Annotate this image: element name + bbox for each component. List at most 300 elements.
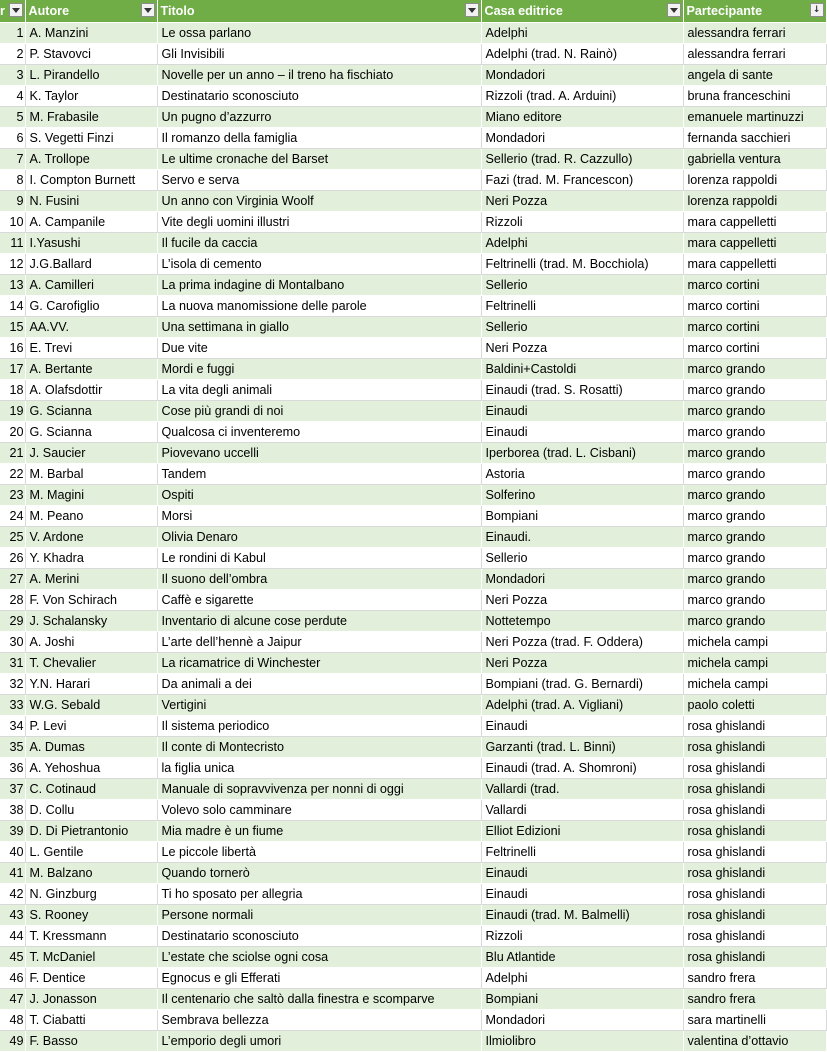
casa-editrice-cell[interactable]: Einaudi (trad. S. Rosatti) [481,380,683,401]
table-row [0,905,826,926]
chevron-down-icon [468,8,476,13]
casa-editrice-cell[interactable]: Einaudi [481,422,683,443]
titolo-cell[interactable]: Le ultime cronache del Barset [157,149,481,170]
row-number-cell[interactable]: 17 [0,359,25,380]
autore-cell[interactable]: J.G.Ballard [25,254,157,275]
table-row [0,212,826,233]
titolo-cell[interactable]: Sembrava bellezza [157,1010,481,1031]
titolo-cell[interactable]: Inventario di alcune cose perdute [157,611,481,632]
table-row [0,107,826,128]
partecipante-cell[interactable]: sandro frera [683,989,826,1010]
table-row [0,737,826,758]
casa-editrice-cell[interactable]: Sellerio [481,317,683,338]
titolo-cell[interactable]: Persone normali [157,905,481,926]
casa-editrice-cell[interactable]: Neri Pozza [481,338,683,359]
casa-editrice-cell[interactable]: Solferino [481,485,683,506]
casa-editrice-cell[interactable]: Sellerio (trad. R. Cazzullo) [481,149,683,170]
casa-editrice-cell[interactable]: Mondadori [481,569,683,590]
titolo-cell[interactable]: Destinatario sconosciuto [157,926,481,947]
autore-cell[interactable]: N. Fusini [25,191,157,212]
casa-editrice-cell[interactable]: Adelphi [481,968,683,989]
autore-cell[interactable]: A. Joshi [25,632,157,653]
table-row [0,590,826,611]
header-row [0,0,826,23]
casa-editrice-cell[interactable]: Neri Pozza [481,191,683,212]
row-number-cell[interactable]: 40 [0,842,25,863]
row-number-cell[interactable]: 35 [0,737,25,758]
header-autore [25,0,157,23]
partecipante-cell[interactable]: rosa ghislandi [683,926,826,947]
row-number-cell[interactable]: 31 [0,653,25,674]
autore-cell[interactable]: E. Trevi [25,338,157,359]
titolo-cell[interactable]: Le piccole libertà [157,842,481,863]
table-row [0,842,826,863]
partecipante-cell[interactable]: marco grando [683,527,826,548]
casa-editrice-cell[interactable]: Feltrinelli (trad. M. Bocchiola) [481,254,683,275]
casa-editrice-cell[interactable]: Einaudi [481,716,683,737]
row-number-cell[interactable]: 46 [0,968,25,989]
partecipante-cell[interactable]: bruna franceschini [683,86,826,107]
header-partecipante [683,0,826,23]
partecipante-cell[interactable]: gabriella ventura [683,149,826,170]
casa-editrice-cell[interactable]: Astoria [481,464,683,485]
partecipante-cell[interactable]: marco grando [683,401,826,422]
titolo-cell[interactable]: Vite degli uomini illustri [157,212,481,233]
row-number-cell[interactable]: 4 [0,86,25,107]
table-row [0,170,826,191]
filter-titolo-button[interactable] [465,3,479,17]
autore-cell[interactable]: AA.VV. [25,317,157,338]
titolo-cell[interactable]: Mia madre è un fiume [157,821,481,842]
casa-editrice-cell[interactable]: Rizzoli (trad. A. Arduini) [481,86,683,107]
titolo-cell[interactable]: Qualcosa ci inventeremo [157,422,481,443]
autore-cell[interactable]: G. Scianna [25,401,157,422]
casa-editrice-cell[interactable]: Vallardi [481,800,683,821]
partecipante-cell[interactable]: marco grando [683,485,826,506]
titolo-cell[interactable]: Caffè e sigarette [157,590,481,611]
autore-cell[interactable]: L. Gentile [25,842,157,863]
titolo-cell[interactable]: La prima indagine di Montalbano [157,275,481,296]
partecipante-cell[interactable]: lorenza rappoldi [683,170,826,191]
casa-editrice-cell[interactable]: Vallardi (trad. [481,779,683,800]
partecipante-cell[interactable]: michela campi [683,653,826,674]
titolo-cell[interactable]: Piovevano uccelli [157,443,481,464]
titolo-cell[interactable]: Il centenario che saltò dalla finestra e scomparve [157,989,481,1010]
partecipante-cell[interactable]: rosa ghislandi [683,821,826,842]
partecipante-cell[interactable]: rosa ghislandi [683,863,826,884]
autore-cell[interactable]: A. Trollope [25,149,157,170]
table-row [0,65,826,86]
autore-cell[interactable]: T. Ciabatti [25,1010,157,1031]
casa-editrice-cell[interactable]: Sellerio [481,275,683,296]
titolo-cell[interactable]: Il sistema periodico [157,716,481,737]
row-number-cell[interactable]: 48 [0,1010,25,1031]
titolo-cell[interactable]: Ospiti [157,485,481,506]
row-number-cell[interactable]: 10 [0,212,25,233]
partecipante-cell[interactable]: marco grando [683,359,826,380]
row-number-cell[interactable]: 33 [0,695,25,716]
titolo-cell[interactable]: Gli Invisibili [157,44,481,65]
table-row [0,149,826,170]
autore-cell[interactable]: D. Collu [25,800,157,821]
casa-editrice-cell[interactable]: Elliot Edizioni [481,821,683,842]
partecipante-cell[interactable]: marco grando [683,569,826,590]
table-row [0,443,826,464]
autore-cell[interactable]: N. Ginzburg [25,884,157,905]
partecipante-cell[interactable]: michela campi [683,632,826,653]
partecipante-cell[interactable]: marco cortini [683,296,826,317]
row-number-cell[interactable]: 15 [0,317,25,338]
titolo-cell[interactable]: Morsi [157,506,481,527]
titolo-cell[interactable]: Un anno con Virginia Woolf [157,191,481,212]
casa-editrice-cell[interactable]: Einaudi [481,863,683,884]
titolo-cell[interactable]: Una settimana in giallo [157,317,481,338]
casa-editrice-cell[interactable]: Iperborea (trad. L. Cisbani) [481,443,683,464]
row-number-cell[interactable]: 3 [0,65,25,86]
autore-cell[interactable]: T. Kressmann [25,926,157,947]
titolo-cell[interactable]: Da animali a dei [157,674,481,695]
autore-cell[interactable]: I.Yasushi [25,233,157,254]
autore-cell[interactable]: G. Carofiglio [25,296,157,317]
row-number-cell[interactable]: 39 [0,821,25,842]
autore-cell[interactable]: A. Manzini [25,23,157,44]
filter-partecipante-button[interactable] [810,3,824,17]
partecipante-cell[interactable]: marco grando [683,611,826,632]
autore-cell[interactable]: M. Balzano [25,863,157,884]
titolo-cell[interactable]: Tandem [157,464,481,485]
partecipante-cell[interactable]: marco cortini [683,338,826,359]
autore-cell[interactable]: F. Basso [25,1031,157,1052]
partecipante-cell[interactable]: marco grando [683,590,826,611]
row-number-cell[interactable]: 9 [0,191,25,212]
table-row [0,758,826,779]
autore-cell[interactable]: Y. Khadra [25,548,157,569]
partecipante-cell[interactable]: rosa ghislandi [683,842,826,863]
casa-editrice-cell[interactable]: Feltrinelli [481,296,683,317]
partecipante-cell[interactable]: mara cappelletti [683,254,826,275]
table-row [0,821,826,842]
table-row [0,1031,826,1052]
titolo-cell[interactable]: L’isola di cemento [157,254,481,275]
partecipante-cell[interactable]: marco grando [683,380,826,401]
row-number-cell[interactable]: 18 [0,380,25,401]
row-number-cell[interactable]: 29 [0,611,25,632]
partecipante-cell[interactable]: rosa ghislandi [683,758,826,779]
header-partecipante-label: Partecipante [686,4,763,18]
table-row [0,779,826,800]
partecipante-cell[interactable]: michela campi [683,674,826,695]
row-number-cell[interactable]: 42 [0,884,25,905]
casa-editrice-cell[interactable]: Nottetempo [481,611,683,632]
autore-cell[interactable]: A. Camilleri [25,275,157,296]
table-row [0,128,826,149]
titolo-cell[interactable]: Destinatario sconosciuto [157,86,481,107]
row-number-cell[interactable]: 16 [0,338,25,359]
titolo-cell[interactable]: Il conte di Montecristo [157,737,481,758]
titolo-cell[interactable]: La vita degli animali [157,380,481,401]
row-number-cell[interactable]: 12 [0,254,25,275]
autore-cell[interactable]: J. Jonasson [25,989,157,1010]
table-row [0,422,826,443]
casa-editrice-cell[interactable]: Mondadori [481,65,683,86]
table-row [0,380,826,401]
row-number-cell[interactable]: 1 [0,23,25,44]
autore-cell[interactable]: M. Frabasile [25,107,157,128]
titolo-cell[interactable]: Le ossa parlano [157,23,481,44]
autore-cell[interactable]: L. Pirandello [25,65,157,86]
casa-editrice-cell[interactable]: Bompiani [481,506,683,527]
titolo-cell[interactable]: Due vite [157,338,481,359]
casa-editrice-cell[interactable]: Baldini+Castoldi [481,359,683,380]
row-number-cell[interactable]: 38 [0,800,25,821]
partecipante-cell[interactable]: alessandra ferrari [683,23,826,44]
autore-cell[interactable]: P. Levi [25,716,157,737]
autore-cell[interactable]: S. Vegetti Finzi [25,128,157,149]
casa-editrice-cell[interactable]: Adelphi (trad. N. Rainò) [481,44,683,65]
filter-number-button[interactable] [9,3,23,17]
casa-editrice-cell[interactable]: Mondadori [481,1010,683,1031]
partecipante-cell[interactable]: sandro frera [683,968,826,989]
row-number-cell[interactable]: 34 [0,716,25,737]
titolo-cell[interactable]: La ricamatrice di Winchester [157,653,481,674]
casa-editrice-cell[interactable]: Feltrinelli [481,842,683,863]
titolo-cell[interactable]: Volevo solo camminare [157,800,481,821]
row-number-cell[interactable]: 21 [0,443,25,464]
casa-editrice-cell[interactable]: Mondadori [481,128,683,149]
partecipante-cell[interactable]: rosa ghislandi [683,779,826,800]
casa-editrice-cell[interactable]: Neri Pozza [481,653,683,674]
table-row [0,695,826,716]
table-row [0,611,826,632]
table-row [0,716,826,737]
casa-editrice-cell[interactable]: Sellerio [481,548,683,569]
autore-cell[interactable]: K. Taylor [25,86,157,107]
casa-editrice-cell[interactable]: Rizzoli [481,926,683,947]
casa-editrice-cell[interactable]: Garzanti (trad. L. Binni) [481,737,683,758]
titolo-cell[interactable]: L’arte dell’hennè a Jaipur [157,632,481,653]
table-row [0,23,826,44]
autore-cell[interactable]: V. Ardone [25,527,157,548]
autore-cell[interactable]: M. Peano [25,506,157,527]
partecipante-cell[interactable]: marco grando [683,443,826,464]
row-number-cell[interactable]: 5 [0,107,25,128]
autore-cell[interactable]: A. Bertante [25,359,157,380]
row-number-cell[interactable]: 28 [0,590,25,611]
row-number-cell[interactable]: 19 [0,401,25,422]
titolo-cell[interactable]: Le rondini di Kabul [157,548,481,569]
row-number-cell[interactable]: 25 [0,527,25,548]
table-row [0,548,826,569]
table-row [0,254,826,275]
titolo-cell[interactable]: La nuova manomissione delle parole [157,296,481,317]
titolo-cell[interactable]: Olivia Denaro [157,527,481,548]
table-row [0,632,826,653]
casa-editrice-cell[interactable]: Einaudi (trad. A. Shomroni) [481,758,683,779]
partecipante-cell[interactable]: rosa ghislandi [683,947,826,968]
autore-cell[interactable]: A. Dumas [25,737,157,758]
titolo-cell[interactable]: Mordi e fuggi [157,359,481,380]
partecipante-cell[interactable]: marco cortini [683,317,826,338]
partecipante-cell[interactable]: alessandra ferrari [683,44,826,65]
autore-cell[interactable]: I. Compton Burnett [25,170,157,191]
autore-cell[interactable]: S. Rooney [25,905,157,926]
chevron-down-icon [144,8,152,13]
casa-editrice-cell[interactable]: Miano editore [481,107,683,128]
row-number-cell[interactable]: 20 [0,422,25,443]
titolo-cell[interactable]: L’emporio degli umori [157,1031,481,1052]
partecipante-cell[interactable]: mara cappelletti [683,233,826,254]
table-row [0,947,826,968]
autore-cell[interactable]: A. Campanile [25,212,157,233]
partecipante-cell[interactable]: sara martinelli [683,1010,826,1031]
table-row [0,884,826,905]
partecipante-cell[interactable]: marco grando [683,548,826,569]
casa-editrice-cell[interactable]: Fazi (trad. M. Francescon) [481,170,683,191]
table-row [0,926,826,947]
header-casa-editrice [481,0,683,23]
autore-cell[interactable]: W.G. Sebald [25,695,157,716]
titolo-cell[interactable]: Un pugno d’azzurro [157,107,481,128]
row-number-cell[interactable]: 6 [0,128,25,149]
row-number-cell[interactable]: 14 [0,296,25,317]
row-number-cell[interactable]: 30 [0,632,25,653]
table-row [0,989,826,1010]
partecipante-cell[interactable]: emanuele martinuzzi [683,107,826,128]
titolo-cell[interactable]: Vertigini [157,695,481,716]
autore-cell[interactable]: J. Schalansky [25,611,157,632]
casa-editrice-cell[interactable]: Neri Pozza [481,590,683,611]
casa-editrice-cell[interactable]: Bompiani (trad. G. Bernardi) [481,674,683,695]
casa-editrice-cell[interactable]: Ilmiolibro [481,1031,683,1052]
autore-cell[interactable]: P. Stavovci [25,44,157,65]
header-titolo-label: Titolo [160,4,195,18]
row-number-cell[interactable]: 2 [0,44,25,65]
row-number-cell[interactable]: 41 [0,863,25,884]
autore-cell[interactable]: F. Dentice [25,968,157,989]
autore-cell[interactable]: G. Scianna [25,422,157,443]
casa-editrice-cell[interactable]: Einaudi. [481,527,683,548]
partecipante-cell[interactable]: rosa ghislandi [683,737,826,758]
row-number-cell[interactable]: 22 [0,464,25,485]
autore-cell[interactable]: A. Yehoshua [25,758,157,779]
casa-editrice-cell[interactable]: Neri Pozza (trad. F. Oddera) [481,632,683,653]
casa-editrice-cell[interactable]: Blu Atlantide [481,947,683,968]
partecipante-cell[interactable]: rosa ghislandi [683,884,826,905]
header-casa-editrice-label: Casa editrice [484,4,563,18]
autore-cell[interactable]: D. Di Pietrantonio [25,821,157,842]
partecipante-cell[interactable]: marco cortini [683,275,826,296]
casa-editrice-cell[interactable]: Adelphi [481,233,683,254]
table-row [0,569,826,590]
titolo-cell[interactable]: L’estate che sciolse ogni cosa [157,947,481,968]
partecipante-cell[interactable]: lorenza rappoldi [683,191,826,212]
titolo-cell[interactable]: Novelle per un anno – il treno ha fischiato [157,65,481,86]
autore-cell[interactable]: A. Merini [25,569,157,590]
table-row [0,191,826,212]
sort-ascending-icon: ↓ [812,4,821,15]
row-number-cell[interactable]: 27 [0,569,25,590]
row-number-cell[interactable]: 32 [0,674,25,695]
row-number-cell[interactable]: 43 [0,905,25,926]
titolo-cell[interactable]: la figlia unica [157,758,481,779]
header-titolo [157,0,481,23]
row-number-cell[interactable]: 44 [0,926,25,947]
partecipante-cell[interactable]: marco grando [683,506,826,527]
filter-autore-button[interactable] [141,3,155,17]
partecipante-cell[interactable]: fernanda sacchieri [683,128,826,149]
autore-cell[interactable]: T. Chevalier [25,653,157,674]
titolo-cell[interactable]: Egnocus e gli Efferati [157,968,481,989]
partecipante-cell[interactable]: angela di sante [683,65,826,86]
row-number-cell[interactable]: 26 [0,548,25,569]
row-number-cell[interactable]: 36 [0,758,25,779]
casa-editrice-cell[interactable]: Einaudi (trad. M. Balmelli) [481,905,683,926]
titolo-cell[interactable]: Manuale di sopravvivenza per nonni di oggi [157,779,481,800]
casa-editrice-cell[interactable]: Rizzoli [481,212,683,233]
autore-cell[interactable]: T. McDaniel [25,947,157,968]
table-row [0,317,826,338]
filter-casa-editrice-button[interactable] [667,3,681,17]
casa-editrice-cell[interactable]: Einaudi [481,884,683,905]
partecipante-cell[interactable]: paolo coletti [683,695,826,716]
titolo-cell[interactable]: Cose più grandi di noi [157,401,481,422]
partecipante-cell[interactable]: marco grando [683,464,826,485]
autore-cell[interactable]: F. Von Schirach [25,590,157,611]
partecipante-cell[interactable]: valentina d’ottavio [683,1031,826,1052]
table-row [0,674,826,695]
partecipante-cell[interactable]: rosa ghislandi [683,905,826,926]
row-number-cell[interactable]: 37 [0,779,25,800]
autore-cell[interactable]: Y.N. Harari [25,674,157,695]
autore-cell[interactable]: C. Cotinaud [25,779,157,800]
row-number-cell[interactable]: 8 [0,170,25,191]
row-number-cell[interactable]: 11 [0,233,25,254]
row-number-cell[interactable]: 13 [0,275,25,296]
autore-cell[interactable]: J. Saucier [25,443,157,464]
casa-editrice-cell[interactable]: Adelphi [481,23,683,44]
titolo-cell[interactable]: Quando tornerò [157,863,481,884]
row-number-cell[interactable]: 45 [0,947,25,968]
casa-editrice-cell[interactable]: Adelphi (trad. A. Vigliani) [481,695,683,716]
partecipante-cell[interactable]: marco grando [683,422,826,443]
partecipante-cell[interactable]: mara cappelletti [683,212,826,233]
partecipante-cell[interactable]: rosa ghislandi [683,800,826,821]
table-row [0,1010,826,1031]
autore-cell[interactable]: A. Olafsdottir [25,380,157,401]
casa-editrice-cell[interactable]: Einaudi [481,401,683,422]
table-row [0,338,826,359]
table-row [0,233,826,254]
chevron-down-icon [670,8,678,13]
row-number-cell[interactable]: 23 [0,485,25,506]
table-row [0,968,826,989]
row-number-cell[interactable]: 49 [0,1031,25,1052]
header-autore-label: Autore [28,4,70,18]
titolo-cell[interactable]: Il fucile da caccia [157,233,481,254]
titolo-cell[interactable]: Ti ho sposato per allegria [157,884,481,905]
autore-cell[interactable]: M. Barbal [25,464,157,485]
casa-editrice-cell[interactable]: Bompiani [481,989,683,1010]
titolo-cell[interactable]: Il suono dell’ombra [157,569,481,590]
titolo-cell[interactable]: Servo e serva [157,170,481,191]
row-number-cell[interactable]: 47 [0,989,25,1010]
titolo-cell[interactable]: Il romanzo della famiglia [157,128,481,149]
autore-cell[interactable]: M. Magini [25,485,157,506]
row-number-cell[interactable]: 7 [0,149,25,170]
table-row [0,800,826,821]
row-number-cell[interactable]: 24 [0,506,25,527]
partecipante-cell[interactable]: rosa ghislandi [683,716,826,737]
